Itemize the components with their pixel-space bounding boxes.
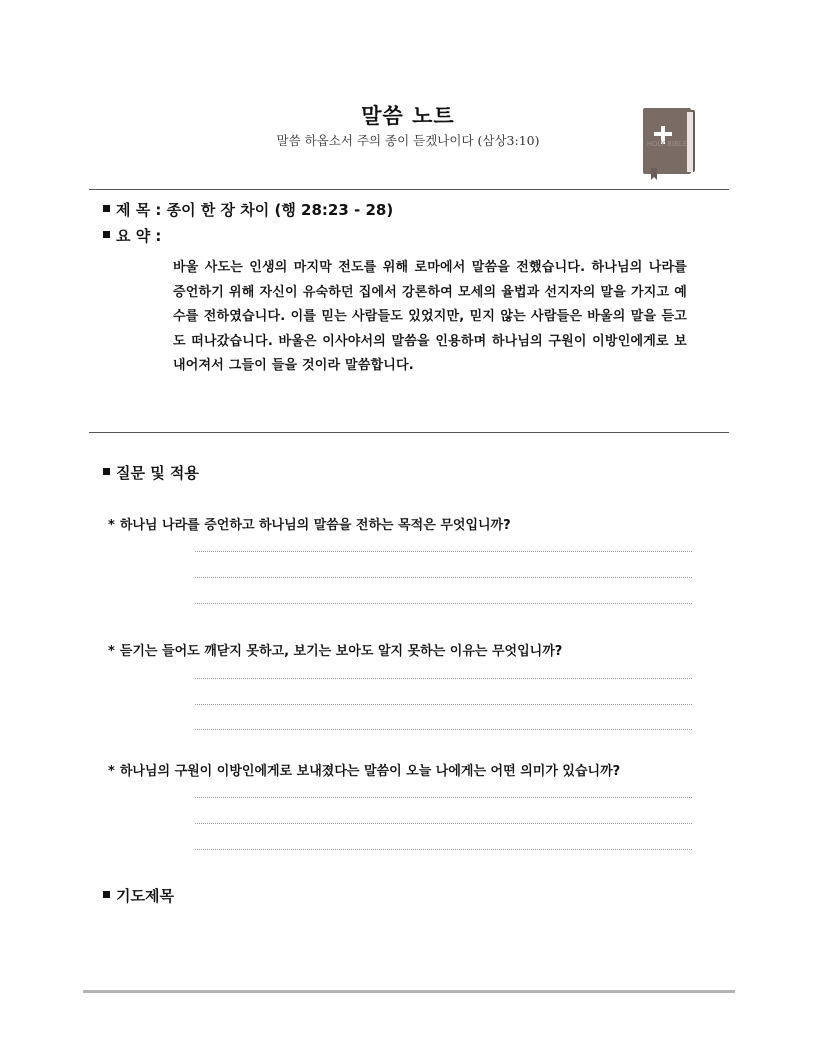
- page-subtitle: 말씀 하옵소서 주의 종이 듣겠나이다 (삼상3:10): [276, 133, 540, 148]
- question-2-text: 듣기는 들어도 깨닫지 못하고, 보기는 보아도 알지 못하는 이유는 무엇입니까?: [119, 644, 563, 659]
- divider: [89, 432, 729, 433]
- prayer-heading: [103, 885, 174, 906]
- summary-label: [103, 225, 161, 246]
- bullet-square-icon: [103, 231, 110, 238]
- bible-icon-text: HOLY BIBLE: [646, 140, 688, 148]
- application-heading: [103, 462, 199, 483]
- bullet-square-icon: [103, 468, 110, 475]
- question-1: [108, 514, 511, 533]
- sermon-title-text: 제 목 : 종이 한 장 차이 (행 28:23 - 28): [116, 201, 394, 219]
- answer-line[interactable]: [195, 704, 692, 705]
- sermon-title: [103, 199, 393, 220]
- summary-label-text: 요 약 :: [116, 227, 162, 245]
- footer-rule: [83, 990, 735, 993]
- question-1-text: 하나님 나라를 증언하고 하나님의 말씀을 전하는 목적은 무엇입니까?: [119, 518, 511, 533]
- answer-line[interactable]: [195, 729, 692, 730]
- prayer-heading-text: 기도제목: [116, 887, 174, 905]
- answer-line[interactable]: [195, 551, 692, 552]
- divider: [89, 189, 729, 190]
- answer-line[interactable]: [195, 577, 692, 578]
- answer-line[interactable]: [195, 849, 692, 850]
- answer-line[interactable]: [195, 603, 692, 604]
- question-3-text: 하나님의 구원이 이방인에게로 보내졌다는 말씀이 오늘 나에게는 어떤 의미가 있습니까?: [119, 764, 621, 779]
- answer-line[interactable]: [195, 823, 692, 824]
- question-3: [108, 760, 620, 779]
- summary-text: 바울 사도는 인생의 마지막 전도를 위해 로마에서 말씀을 전했습니다. 하나님의 나라를 증언하기 위해 자신이 유숙하던 집에서 강론하여 모세의 율법과 선지자의 말을 가지고 예수를 전하였습니다. 이를 믿는 사람들도 있었지만, 믿지 않는 사람들은 바울의 말을 듣고도 떠나갔습니다. 바울은 이사야서의 말씀을 인용하며 하나님의 구원이 이방인에게로 보내어져서 그들이 들을 것이라 말씀합니다.: [173, 260, 687, 373]
- bullet-square-icon: [103, 205, 110, 212]
- star-icon: *: [108, 518, 115, 533]
- question-2: [108, 640, 562, 659]
- bible-icon: [641, 108, 697, 180]
- page-title: 말씀 노트: [361, 104, 455, 128]
- answer-line[interactable]: [195, 797, 692, 798]
- answer-line[interactable]: [195, 678, 692, 679]
- star-icon: *: [108, 644, 115, 659]
- application-heading-text: 질문 및 적용: [116, 464, 199, 482]
- star-icon: *: [108, 764, 115, 779]
- bullet-square-icon: [103, 891, 110, 898]
